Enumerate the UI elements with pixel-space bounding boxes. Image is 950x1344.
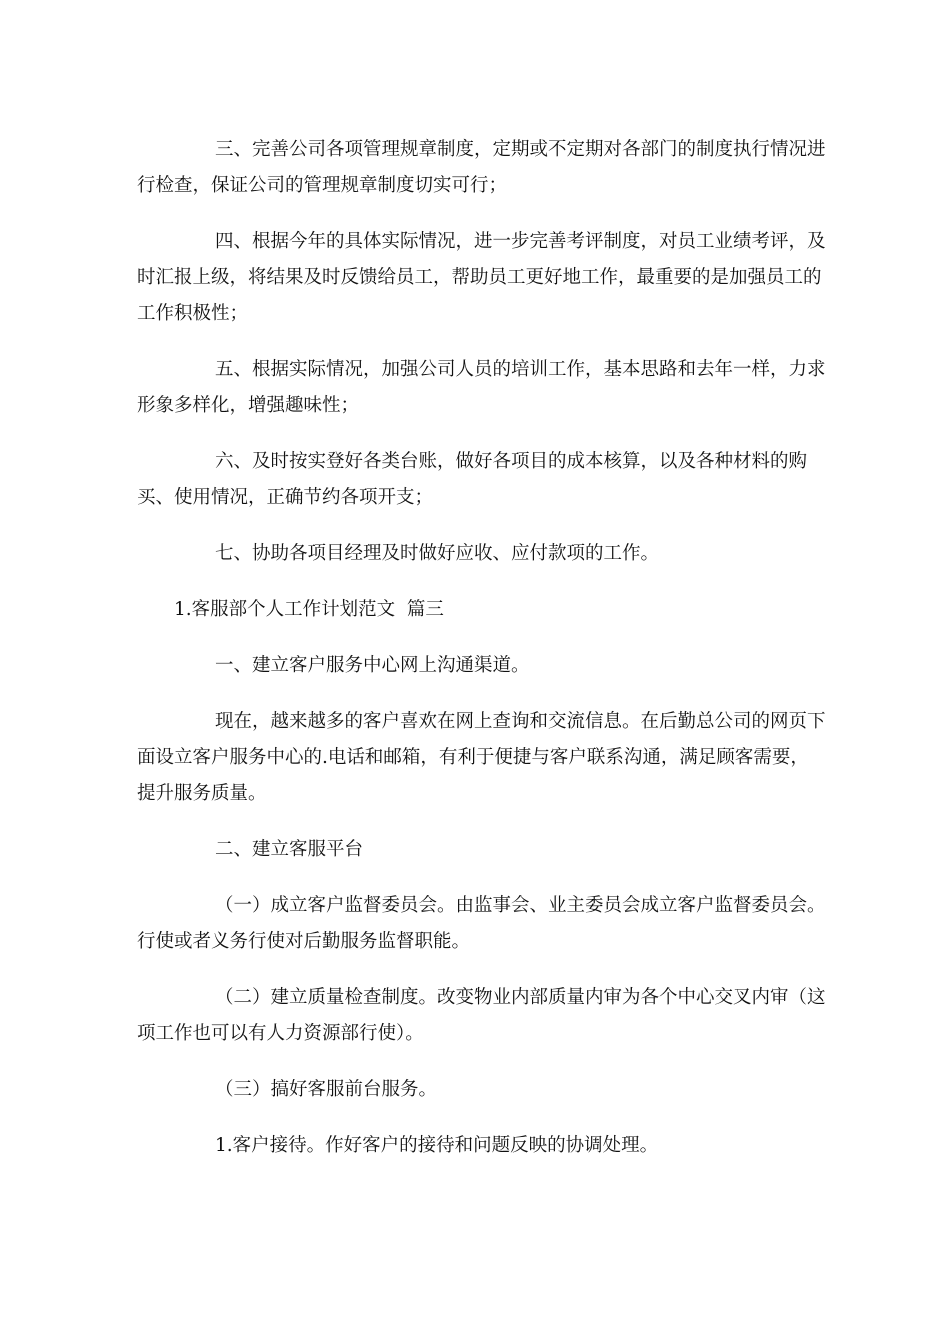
paragraph-sub-item-1: （一）成立客户监督委员会。由监事会、业主委员会成立客户监督委员会。行使或者义务行使对后勤服务监督职能。 <box>137 895 826 952</box>
paragraph-subheading-1: 一、建立客户服务中心网上沟通渠道。 <box>215 655 530 676</box>
paragraph-item-7: 七、协助各项目经理及时做好应收、应付款项的工作。 <box>215 543 660 564</box>
section-heading: 1.客服部个人工作计划范文 篇三 <box>174 599 444 620</box>
paragraph-item-5: 五、根据实际情况，加强公司人员的培训工作，基本思路和去年一样，力求形象多样化，增强趣味性； <box>137 359 826 416</box>
paragraph-body-1: 现在，越来越多的客户喜欢在网上查询和交流信息。在后勤总公司的网页下面设立客户服务中心的.电话和邮箱，有利于便捷与客户联系沟通，满足顾客需要，提升服务质量。 <box>137 711 826 804</box>
paragraph-item-4: 四、根据今年的具体实际情况，进一步完善考评制度，对员工业绩考评，及时汇报上级，将结果及时反馈给员工，帮助员工更好地工作，最重要的是加强员工的工作积极性； <box>137 231 826 324</box>
paragraph-item-6: 六、及时按实登好各类台账，做好各项目的成本核算，以及各种材料的购买、使用情况，正确节约各项开支； <box>137 451 808 508</box>
paragraph-sub-item-2: （二）建立质量检查制度。改变物业内部质量内审为各个中心交叉内审（这项工作也可以有人力资源部行使）。 <box>137 987 826 1044</box>
paragraph-sub-item-3: （三）搞好客服前台服务。 <box>215 1079 438 1100</box>
document-body <box>137 132 827 1184</box>
paragraph-subheading-2: 二、建立客服平台 <box>215 839 364 860</box>
paragraph-numbered-item-1: 1.客户接待。作好客户的接待和问题反映的协调处理。 <box>215 1135 659 1156</box>
paragraph-item-3: 三、完善公司各项管理规章制度，定期或不定期对各部门的制度执行情况进行检查，保证公司的管理规章制度切实可行； <box>137 139 826 196</box>
